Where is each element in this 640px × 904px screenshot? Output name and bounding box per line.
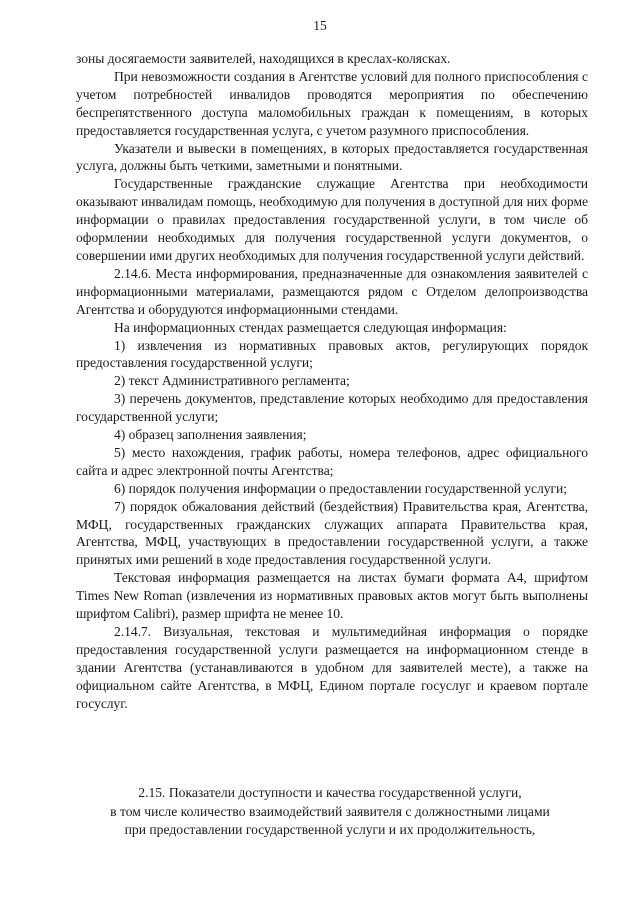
paragraph-stand-info-intro: На информационных стендах размещается следующая информация: bbox=[114, 319, 507, 335]
paragraph-2-14-6: 2.14.6. Места информирования, предназначенные для ознакомления заявителей с информационными материалами, размещаются рядом с Отделом делопроизводства Агентства и оборудуются информационными стендами. bbox=[76, 265, 588, 317]
page-number: 15 bbox=[313, 18, 327, 33]
list-item-4: 4) образец заполнения заявления; bbox=[114, 427, 307, 443]
paragraph-civil-servants-help: Государственные гражданские служащие Агентства при необходимости оказывают инвалидам помощь, необходимую для получения в доступной для них форме информации о правилах предоставления государственной услуги, в том числе об оформлении необходимых для получения государственной услуги документов, о совершении ими других необходимых для получения государственной услуги действий. bbox=[76, 176, 588, 263]
section-heading-2-15 bbox=[60, 784, 600, 840]
paragraph-wheelchair-reach: зоны досягаемости заявителей, находящихся в креслах-колясках. bbox=[76, 51, 451, 66]
document-body bbox=[76, 50, 588, 713]
paragraph-signage: Указатели и вывески в помещениях, в которых предоставляется государственная услуга, должны быть четкими, заметными и понятными. bbox=[76, 140, 588, 174]
list-item-5: 5) место нахождения, график работы, номера телефонов, адрес официального сайта и адрес электронной почты Агентства; bbox=[76, 444, 588, 478]
section-heading-line: при предоставлении государственной услуги и их продолжительность, bbox=[124, 822, 536, 837]
list-item-2: 2) текст Административного регламента; bbox=[114, 373, 350, 389]
list-item-3: 3) перечень документов, представление которых необходимо для предоставления государственной услуги; bbox=[76, 391, 588, 425]
section-heading-line: 2.15. Показатели доступности и качества государственной услуги, bbox=[138, 785, 522, 800]
list-item-7: 7) порядок обжалования действий (бездействия) Правительства края, Агентства, МФЦ, государственных гражданских служащих аппарата Правительства края, Агентства, МФЦ, участвующих в предоставлении государственной услуги, а также принятых ими решений в ходе предоставления государственной услуги. bbox=[76, 498, 588, 568]
list-item-1: 1) извлечения из нормативных правовых актов, регулирующих порядок предоставления государственной услуги; bbox=[76, 337, 588, 371]
paragraph-2-14-7: 2.14.7. Визуальная, текстовая и мультимедийная информация о порядке предоставления государственной услуги размещается на информационном стенде в здании Агентства (устанавливаются в удобном для заявителей месте), а также на официальном сайте Агентства, в МФЦ, Едином портале госуслуг и краевом портале госуслуг. bbox=[76, 624, 588, 711]
list-item-6: 6) порядок получения информации о предоставлении государственной услуги; bbox=[114, 480, 567, 496]
paragraph-accessibility-measures: При невозможности создания в Агентстве условий для полного приспособления с учетом потребностей инвалидов проводятся мероприятия по обеспечению беспрепятственного доступа маломобильных граждан к помещениям, в которых предоставляется государственная услуга, с учетом разумного приспособления. bbox=[76, 68, 588, 138]
paragraph-text-format: Текстовая информация размещается на листах бумаги формата А4, шрифтом Times New Roman (извлечения из нормативных правовых актов могут быть выполнены шрифтом Calibri), размер шрифта не менее 10. bbox=[76, 570, 588, 622]
section-heading-line: в том числе количество взаимодействий заявителя с должностными лицами bbox=[110, 803, 550, 819]
